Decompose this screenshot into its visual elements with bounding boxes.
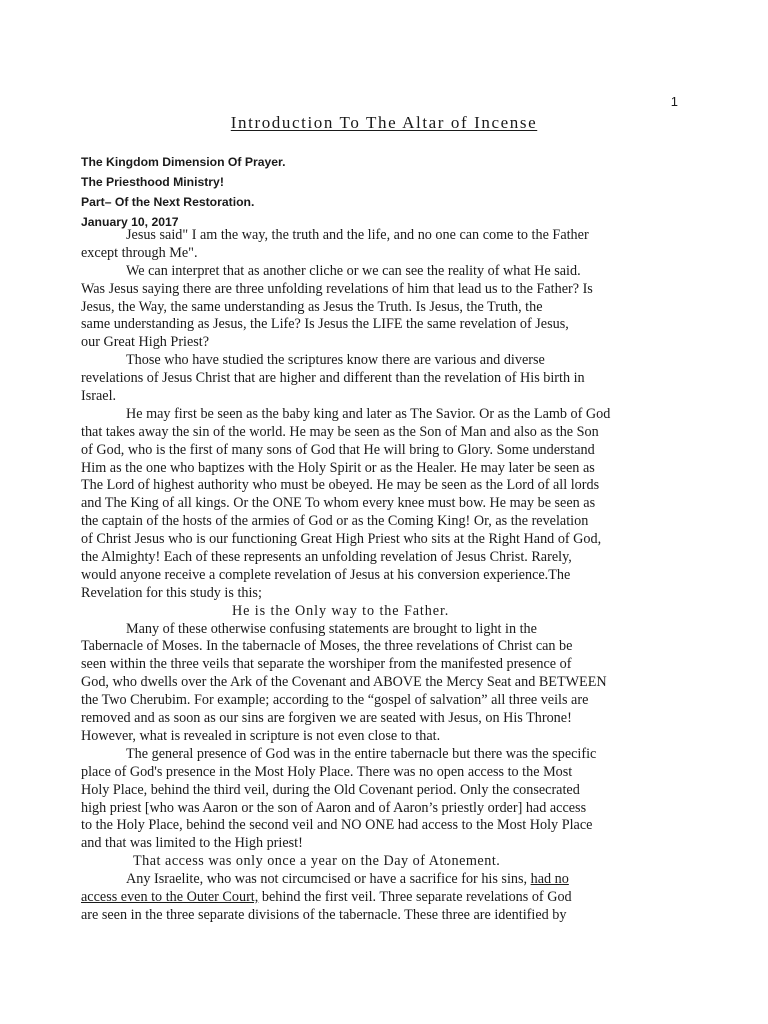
heading-line: Part– Of the Next Restoration. [81,195,255,209]
line-text: Many of these otherwise confusing statements are brought to light in the [126,620,537,637]
line-text: That access was only once a year on the Day of Atonement. [133,853,501,870]
line-text: would anyone receive a complete revelation of Jesus at his conversion experience.The [81,566,571,583]
body-line [81,692,693,710]
heading-line: The Kingdom Dimension Of Prayer. [81,155,286,169]
body-line [81,817,693,835]
line-text: Jesus said" I am the way, the truth and the life, and no one can come to the Father [126,227,589,243]
body-line [81,603,693,621]
line-text: except through Me". [81,244,198,261]
body-line [81,370,693,388]
body-line [81,460,693,478]
body-line [81,638,693,656]
line-text: God, who dwells over the Ark of the Covenant and ABOVE the Mercy Seat and BETWEEN [81,674,607,691]
line-text: He is the Only way to the Father. [232,602,450,619]
line-text: He may first be seen as the baby king and later as The Savior. Or as the Lamb of God [126,405,611,422]
body-line [81,621,693,639]
body-line [81,567,693,585]
line-text: revelations of Jesus Christ that are higher and different than the revelation of His birth in [81,370,585,387]
heading-block [81,152,286,232]
body-line [81,764,693,782]
body-line [81,835,693,853]
line-text: Holy Place, behind the third veil, during the Old Covenant period. Only the consecrated [81,781,580,798]
body-line [81,549,693,567]
body-line [81,263,693,281]
body-line [81,477,693,495]
body-line [81,585,693,603]
body-line [81,656,693,674]
body-line [81,889,693,907]
line-text: Israel. [81,388,117,405]
line-text: Revelation for this study is this; [81,584,262,601]
body-line [81,406,693,424]
line-text: removed and as soon as our sins are forgiven we are seated with Jesus, on His Throne! [81,710,572,727]
line-text: Was Jesus saying there are three unfolding revelations of him that lead us to the Father? Is [81,280,593,297]
line-text: The Lord of highest authority who must be obeyed. He may be seen as the Lord of all lords [81,477,600,494]
line-text: to the Holy Place, behind the second veil and NO ONE had access to the Most Holy Place [81,817,593,834]
body-line [81,782,693,800]
line-text: Those who have studied the scriptures know there are various and diverse [126,352,545,369]
body-line [81,245,693,263]
body-line [81,495,693,513]
line-text: the captain of the hosts of the armies of God or as the Coming King! Or, as the revelation [81,513,589,530]
line-text: The general presence of God was in the entire tabernacle but there was the specific [126,745,597,762]
body-line [81,334,693,352]
line-text: Jesus, the Way, the same understanding as Jesus the Truth. Is Jesus, the Truth, the [81,298,543,315]
line-text: of Christ Jesus who is our functioning Great High Priest who sits at the Right Hand of God, [81,531,602,548]
line-text: the Almighty! Each of these represents an unfolding revelation of Jesus Christ. Rarely, [81,549,572,566]
body-line [81,871,693,889]
body-line [81,674,693,692]
line-text: Him as the one who baptizes with the Holy Spirit or as the Healer. He may later be seen as [81,459,595,476]
line-text: same understanding as Jesus, the Life? Is Jesus the LIFE the same revelation of Jesus, [81,316,569,333]
line-text: behind the first veil. Three separate revelations of God [258,888,572,905]
line-text: of God, who is the first of many sons of God that He will bring to Glory. Some understand [81,441,595,458]
body-line [81,388,693,406]
body-line [81,513,693,531]
body-line [81,316,693,334]
body-line [81,227,693,245]
line-text: Tabernacle of Moses. In the tabernacle of Moses, the three revelations of Christ can be [81,638,573,655]
heading-date: January 10, 2017 [81,215,179,229]
line-text: and that was limited to the High priest! [81,835,303,852]
body-line [81,281,693,299]
body-line [81,800,693,818]
line-text: the Two Cherubim. For example; according to the “gospel of salvation” all three veils are [81,692,589,709]
document-title: Introduction To The Altar of Incense [230,113,538,132]
line-text: seen within the three veils that separate the worshiper from the manifested presence of [81,656,572,673]
body-line [81,853,693,871]
body-line [81,299,693,317]
line-text: However, what is revealed in scripture is not even close to that. [81,727,441,744]
underlined-text: access even to the Outer Court, [81,888,259,905]
line-text: that takes away the sin of the world. He may be seen as the Son of Man and also as the Son [81,423,599,440]
line-text: Any Israelite, who was not circumcised or have a sacrifice for his sins, [126,871,531,888]
body-line [81,352,693,370]
page-number: 1 [670,94,678,109]
line-text: our Great High Priest? [81,334,210,351]
body-text [81,227,693,925]
body-line [81,531,693,549]
body-line [81,728,693,746]
body-line [81,710,693,728]
body-line [81,442,693,460]
underlined-text: had no [530,871,569,888]
line-text: place of God's presence in the Most Holy Place. There was no open access to the Most [81,763,573,780]
body-line [81,424,693,442]
heading-line: The Priesthood Ministry! [81,175,224,189]
line-text: are seen in the three separate divisions of the tabernacle. These three are identified by [81,906,567,923]
line-text: and The King of all kings. Or the ONE To whom every knee must bow. He may be seen as [81,495,596,512]
body-line [81,907,693,925]
body-line [81,746,693,764]
line-text: We can interpret that as another cliche or we can see the reality of what He said. [126,262,581,279]
line-text: high priest [who was Aaron or the son of Aaron and of Aaron’s priestly order] had access [81,799,587,816]
